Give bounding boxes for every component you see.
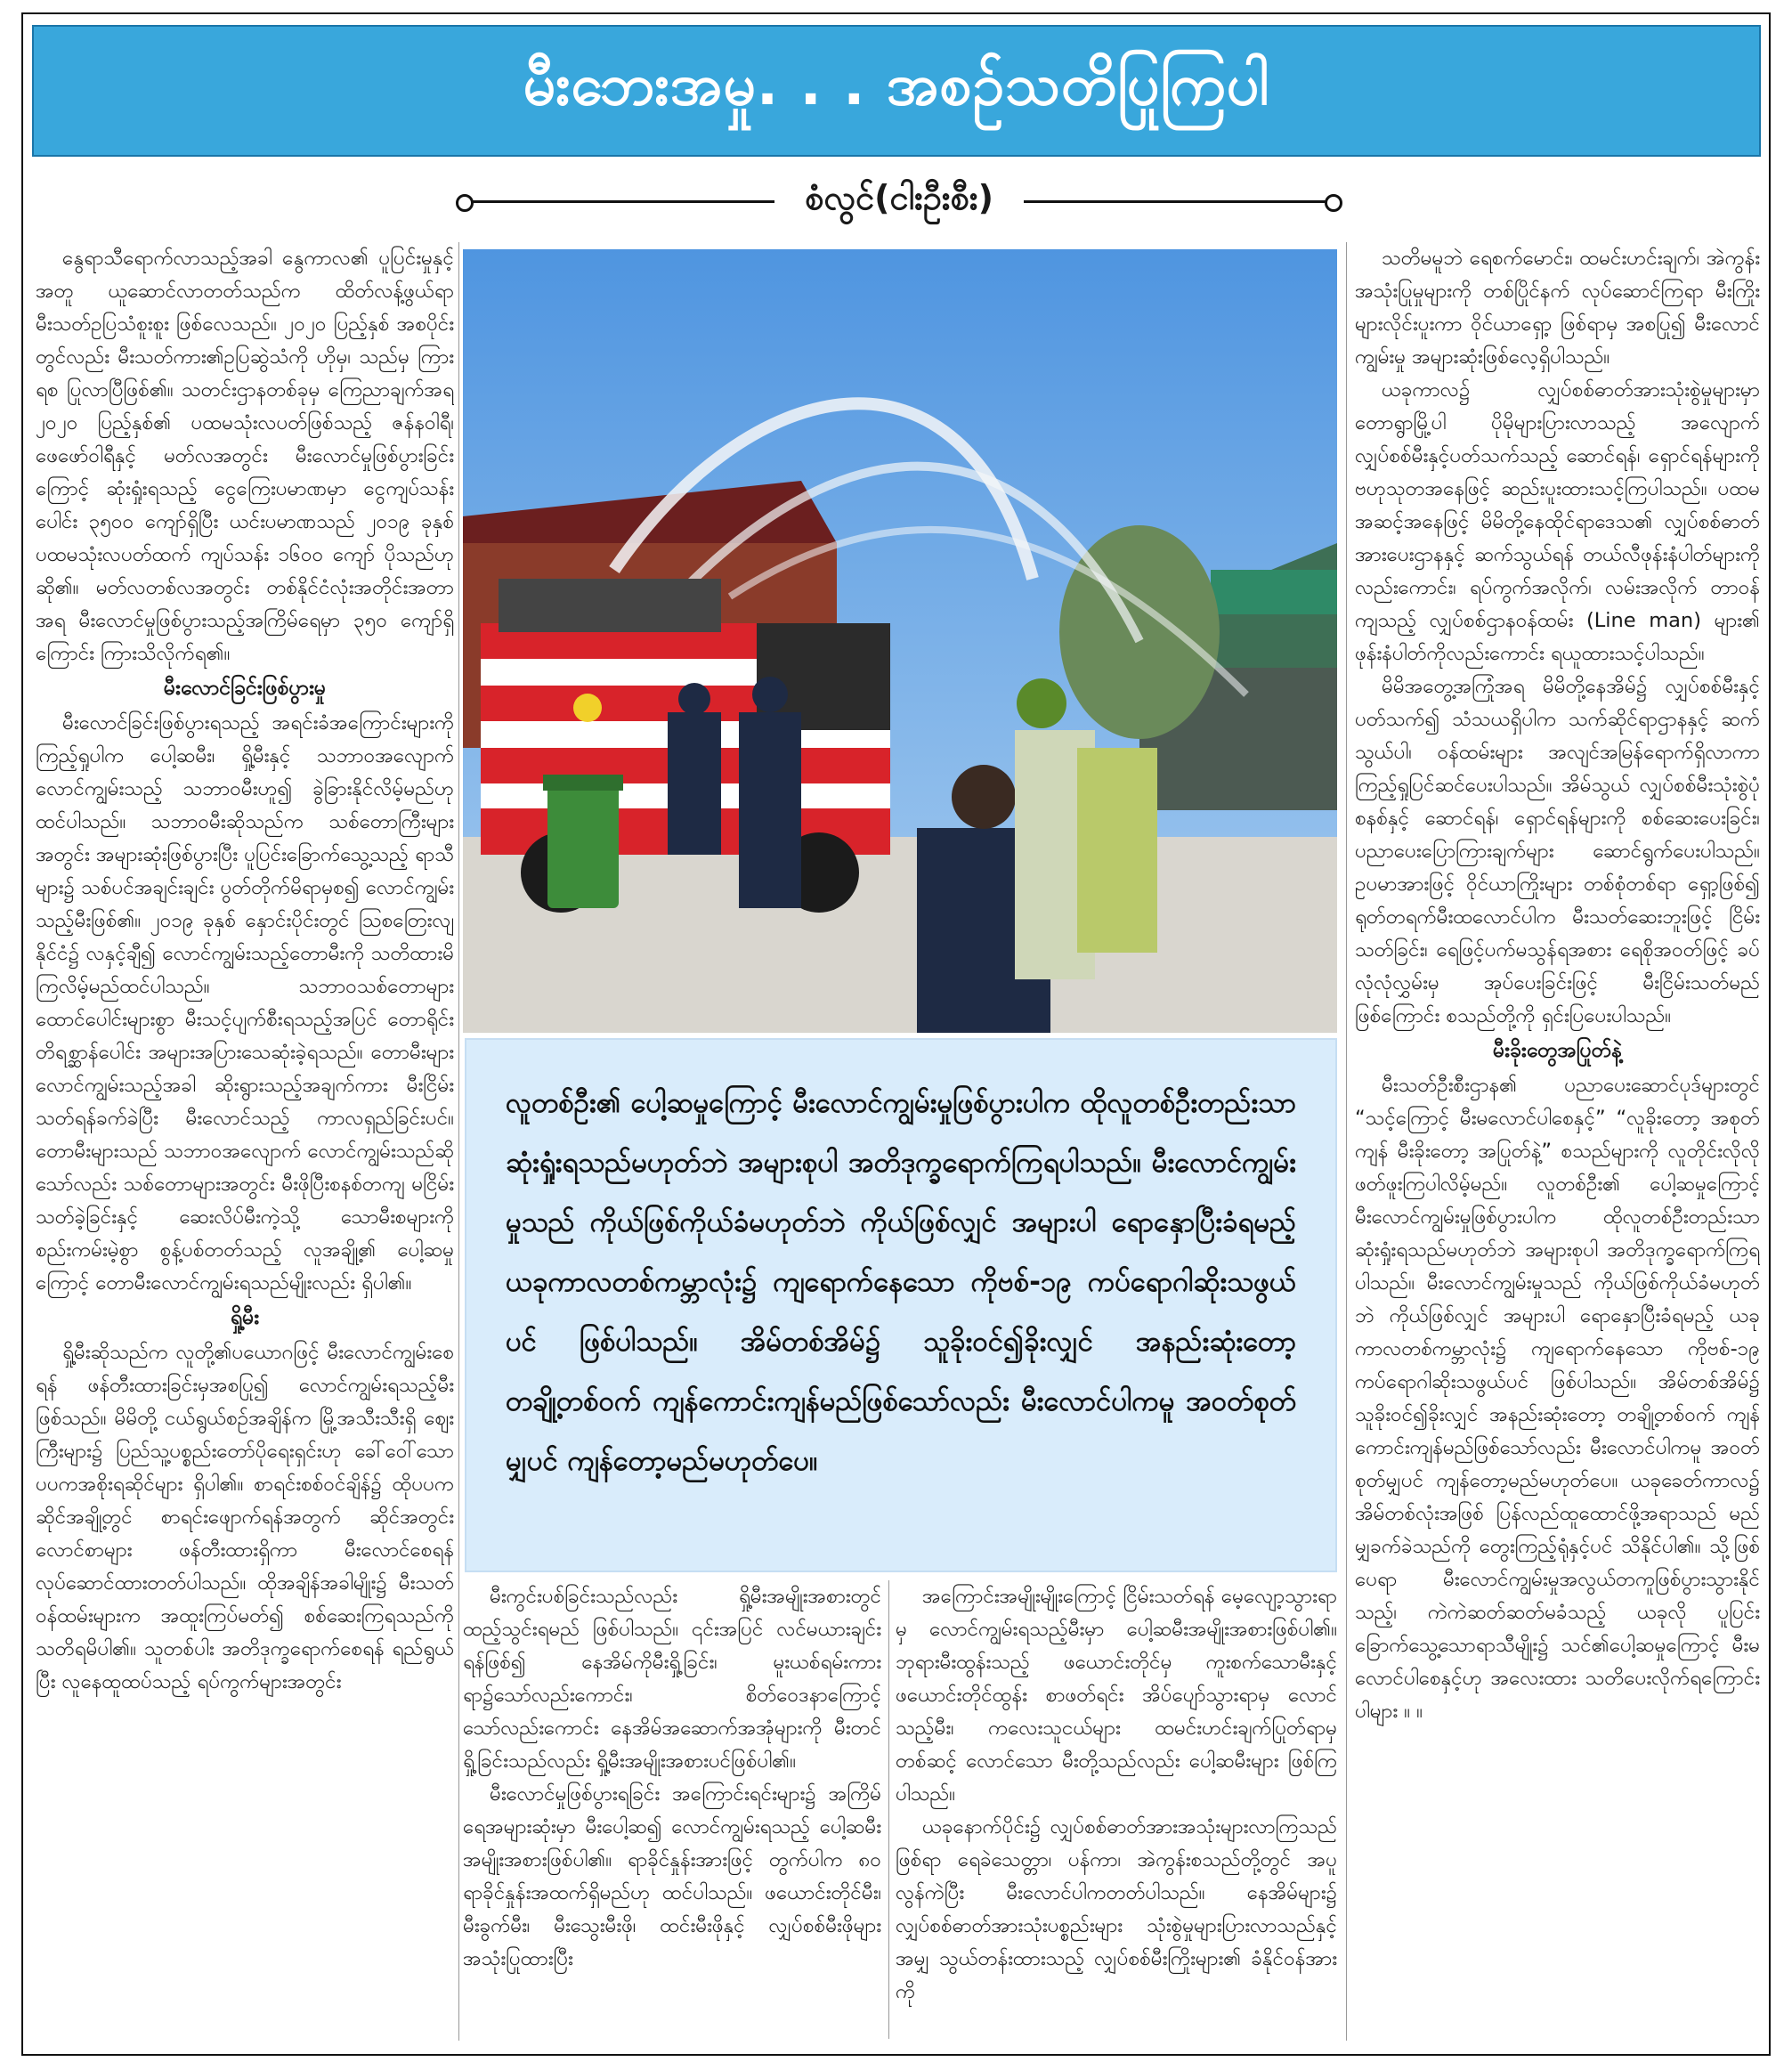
paragraph: မီးသတ်ဦးစီးဌာန၏ ပညာပေးဆောင်ပုဒ်များတွင် “သင့်ကြောင့် မီးမလောင်ပါစေနှင့်” “လူခိုးတော့ အစုတ်ကျန် မီးခိုးတော့ အပြုတ်နဲ့” စသည်များကို လူတိုင်းလိုလို ဖတ်ဖူးကြပါလိမ့်မည်။ လူတစ်ဦး၏ ပေါ့ဆမှုကြောင့် မီးလောင်ကျွမ်းမှုဖြစ်ပွားပါက ထိုလူတစ်ဦးတည်းသာ ဆုံးရှုံးရသည်မဟုတ်ဘဲ အများစုပါ အတိဒုက္ခရောက်ကြရပါသည်။ မီးလောင်ကျွမ်းမှုသည် ကိုယ်ဖြစ်ကိုယ်ခံမဟုတ်ဘဲ ကိုယ်ဖြစ်လျှင် အများပါ ရောနှောပြီးခံရမည့် ယခုကာလတစ်ကမ္ဘာလုံး၌ ကျရောက်နေသော ကိုဗစ်-၁၉ ကပ်ရောဂါဆိုးသဖွယ်ပင် ဖြစ်ပါသည်။ အိမ်တစ်အိမ်၌ သူခိုးဝင်၍ခိုးလျှင် အနည်းဆုံးတော့ တချို့တစ်ဝက် ကျန်ကောင်းကျန်မည်ဖြစ်သော်လည်း မီးလောင်ပါကမူ အဝတ်စုတ်မျှပင် ကျန်တော့မည်မဟုတ်ပေ။ ယခုခေတ်ကာလ၌ အိမ်တစ်လုံးအဖြစ် ပြန်လည်ထူထောင်ဖို့အရာသည် မည်မျှခက်ခဲသည်ကို တွေးကြည့်ရုံနှင့်ပင် သိနိုင်ပါ၏။ သို့ဖြစ်ပေရာ မီးလောင်ကျွမ်းမှုအလွယ်တကူဖြစ်ပွားသွားနိုင်သည့်၊ ကဲကဲဆတ်ဆတ်မခံသည့် ယခုလို ပူပြင်းခြောက်သွေ့သောရာသီမျိုး၌ သင်၏ပေါ့ဆမှုကြောင့် မီးမလောင်ပါစေနှင့်ဟု အလေးထား သတိပေးလိုက်ရကြောင်းပါများ ။ ။ (1355, 1074, 1760, 1723)
byline-rule-right (1024, 200, 1335, 203)
column-3 (896, 1580, 1337, 2025)
paragraph: ရှို့မီးဆိုသည်က လူတို့၏ပယောဂဖြင့် မီးလောင်ကျွမ်းစေရန် ဖန်တီးထားခြင်းမှအစပြု၍ လောင်ကျွမ်းရသည့်မီးဖြစ်သည်။ မိမိတို့ ငယ်ရွယ်စဉ်အချိန်က မြို့အသီးသီးရှိ ဈေးကြီးများ၌ ပြည်သူ့ပစ္စည်းတော်ပိုရေးရှင်းဟု ခေါ်ဝေါ်သော ပပကအစိုးရဆိုင်များ ရှိပါ၏။ စာရင်းစစ်ဝင်ချိန်၌ ထိုပပကဆိုင်အချို့တွင် စာရင်းဖျောက်ရန်အတွက် ဆိုင်အတွင်း လောင်စာများ ဖန်တီးထားရှိကာ မီးလောင်စေရန် လုပ်ဆောင်ထားတတ်ပါသည်။ ထိုအချိန်အခါမျိုး၌ မီးသတ်ဝန်ထမ်းများက အထူးကြပ်မတ်၍ စစ်ဆေးကြရသည်ကို သတိရမိပါ၏။ သူတစ်ပါး အတိဒုက္ခရောက်စေရန် ရည်ရွယ်ပြီး လူနေထူထပ်သည့် ရပ်ကွက်များအတွင်း (36, 1341, 454, 1693)
subheading: မီးခိုးတွေအပြုတ်နဲ့ (1492, 1039, 1623, 1062)
article-title: မီးဘေးအမှု. . . အစဉ်သတိပြုကြပါ (523, 53, 1270, 118)
paragraph: နွေရာသီရောက်လာသည့်အခါ နွေကာလ၏ ပူပြင်းမှုနှင့်အတူ ယူဆောင်လာတတ်သည်က ထိတ်လန့်ဖွယ်ရာ မီးသတ်ဥပြသံစူးစူး ဖြစ်လေသည်။ ၂၀၂၀ ပြည့်နှစ် အစပိုင်းတွင်လည်း မီးသတ်ကား၏ဥပြဆွဲသံကို ဟိုမှ၊ သည်မှ ကြားရစ ပြုလာပြီဖြစ်၏။ သတင်းဌာနတစ်ခုမှ ကြေညာချက်အရ ၂၀၂၀ ပြည့်နှစ်၏ ပထမသုံးလပတ်ဖြစ်သည့် ဇန်နဝါရီ၊ ဖေဖော်ဝါရီနှင့် မတ်လအတွင်း မီးလောင်မှုဖြစ်ပွားခြင်းကြောင့် ဆုံးရှုံးရသည့် ငွေကြေးပမာဏမှာ ငွေကျပ်သန်းပေါင်း ၃၅၀၀ ကျော်ရှိပြီး ယင်းပမာဏသည် ၂၀၁၉ ခုနှစ် ပထမသုံးလပတ်ထက် ကျပ်သန်း ၁၆၀၀ ကျော် ပိုသည်ဟု ဆို၏။ မတ်လတစ်လအတွင်း တစ်နိုင်ငံလုံးအတိုင်းအတာအရ မီးလောင်မှုဖြစ်ပွားသည့်အကြိမ်ရေမှာ ၃၅၀ ကျော်ရှိကြောင်း ကြားသိလိုက်ရ၏။ (36, 247, 454, 665)
byline: စံလွင်(ငါးဦးစီး) (805, 178, 993, 217)
paragraph: မီးကွင်းပစ်ခြင်းသည်လည်း ရှို့မီးအမျိုးအစားတွင် ထည့်သွင်းရမည် ဖြစ်ပါသည်။ ၎င်းအပြင် လင်မယားချင်းရန်ဖြစ်၍ နေအိမ်ကိုမီးရှို့ခြင်း၊ မူးယစ်ရမ်းကားရာ၌သော်လည်းကောင်း၊ စိတ်ဝေဒနာကြောင့်သော်လည်းကောင်း နေအိမ်အဆောက်အအုံများကို မီးတင်ရှို့ခြင်းသည်လည်း ရှို့မီးအမျိုးအစားပင်ဖြစ်ပါ၏။ (463, 1585, 881, 1773)
subheading: မီးလောင်ခြင်းဖြစ်ပွားမှု (163, 677, 327, 700)
paragraph: မီးလောင်ခြင်းဖြစ်ပွားရသည့် အရင်းခံအကြောင်းများကို ကြည့်ရှုပါက ပေါ့ဆမီး၊ ရှို့မီးနှင့် သဘာဝအလျောက် လောင်ကျွမ်းသည့် သဘာဝမီးဟူ၍ ခွဲခြားနိုင်လိမ့်မည်ဟု ထင်ပါသည်။ သဘာဝမီးဆိုသည်က သစ်တောကြီးများအတွင်း အများဆုံးဖြစ်ပွားပြီး ပူပြင်းခြောက်သွေ့သည့် ရာသီများ၌ သစ်ပင်အချင်းချင်း ပွတ်တိုက်မိရာမှစ၍ လောင်ကျွမ်းသည့်မီးဖြစ်၏။ ၂၀၁၉ ခုနှစ် နှောင်းပိုင်းတွင် ဩစတြေးလျနိုင်ငံ၌ လနှင့်ချီ၍ လောင်ကျွမ်းသည့်တောမီးကို သတိထားမိကြလိမ့်မည်ထင်ပါသည်။ သဘာဝသစ်တောများ ထောင်ပေါင်းများစွာ မီးသင့်ပျက်စီးရသည့်အပြင် တောရိုင်းတိရစ္ဆာန်ပေါင်း အများအပြားသေဆုံးခဲ့ရသည်။ တောမီးများ လောင်ကျွမ်းသည့်အခါ ဆိုးရွားသည့်အချက်ကား မီးငြိမ်းသတ်ရန်ခက်ခဲပြီး မီးလောင်သည့် ကာလရှည်ခြင်းပင်။ တောမီးများသည် သဘာဝအလျောက် လောင်ကျွမ်းသည်ဆိုသော်လည်း သစ်တောများအတွင်း မီးဖိုပြီးစနစ်တကျ မငြိမ်းသတ်ခဲ့ခြင်းနှင့် ဆေးလိပ်မီးကဲ့သို့ သောမီးစများကို စည်းကမ်းမဲ့စွာ စွန့်ပစ်တတ်သည့် လူအချို့၏ ပေါ့ဆမှုကြောင့် တောမီးလောင်ကျွမ်းရသည်မျိုးလည်း ရှိပါ၏။ (36, 711, 454, 1295)
rule-dot-icon (456, 194, 474, 212)
paragraph: အကြောင်းအမျိုးမျိုးကြောင့် ငြိမ်းသတ်ရန် မေ့လျော့သွားရာမှ လောင်ကျွမ်းရသည့်မီးမှာ ပေါ့ဆမီးအမျိုးအစားဖြစ်ပါ၏။ ဘုရားမီးထွန်းသည့် ဖယောင်းတိုင်မှ ကူးစက်သောမီးနှင့် ဖယောင်းတိုင်ထွန်း စာဖတ်ရင်း အိပ်ပျော်သွားရာမှ လောင်သည့်မီး၊ ကလေးသူငယ်များ ထမင်းဟင်းချက်ပြုတ်ရာမှတစ်ဆင့် လောင်သော မီးတို့သည်လည်း ပေါ့ဆမီးများ ဖြစ်ကြပါသည်။ (896, 1585, 1337, 1806)
column-divider (458, 242, 459, 2041)
paragraph: သတိမမူဘဲ ရေစက်မောင်း၊ ထမင်းဟင်းချက်၊ အဲကွန်းအသုံးပြုမှုများကို တစ်ပြိုင်နက် လုပ်ဆောင်ကြရာ မီးကြိုးများလိုင်းပူးကာ ဝိုင်ယာရှော့ ဖြစ်ရာမှ အစပြု၍ မီးလောင်ကျွမ်းမှု အများဆုံးဖြစ်လေ့ရှိပါသည်။ (1355, 247, 1760, 369)
paragraph: မီးလောင်မှုဖြစ်ပွားရခြင်း အကြောင်းရင်းများ၌ အကြိမ်ရေအများဆုံးမှာ မီးပေါ့ဆ၍ လောင်ကျွမ်းရသည့် ပေါ့ဆမီးအမျိုးအစားဖြစ်ပါ၏။ ရာခိုင်နှုန်းအားဖြင့် တွက်ပါက ၈၀ ရာခိုင်နှုန်းအထက်ရှိမည်ဟု ထင်ပါသည်။ ဖယောင်းတိုင်မီး၊ မီးခွက်မီး၊ မီးသွေးမီးဖို၊ ထင်းမီးဖိုနှင့် လျှပ်စစ်မီးဖိုများ အသုံးပြုထားပြီး (463, 1782, 881, 1970)
pull-quote (465, 1038, 1337, 1572)
paragraph: မိမိအတွေ့အကြုံအရ မိမိတို့နေအိမ်၌ လျှပ်စစ်မီးနှင့်ပတ်သက်၍ သံသယရှိပါက သက်ဆိုင်ရာဌာနနှင့် ဆက်သွယ်ပါ၊ ဝန်ထမ်းများ အလျင်အမြန်ရောက်ရှိလာကာ ကြည့်ရှုပြင်ဆင်ပေးပါသည်။ အိမ်သွယ် လျှပ်စစ်မီးသုံးစွဲပုံစနစ်နှင့် ဆောင်ရန်၊ ရှောင်ရန်များကို စစ်ဆေးပေးခြင်း၊ ပညာပေးပြောကြားချက်များ ဆောင်ရွက်ပေးပါသည်။ ဥပမာအားဖြင့် ဝိုင်ယာကြိုးများ တစ်စုံတစ်ရာ ရှော့ဖြစ်၍ ရုတ်တရက်မီးထလောင်ပါက မီးသတ်ဆေးဘူးဖြင့် ငြိမ်းသတ်ခြင်း၊ ရေဖြင့်ပက်မသွန်ရအစား ရေစိုအဝတ်ဖြင့် ခပ်လုံလုံလွှမ်းမှ အုပ်ပေးခြင်းဖြင့် မီးငြိမ်းသတ်မည်ဖြစ်ကြောင်း စသည်တို့ကို ရှင်းပြပေးပါသည်။ (1355, 675, 1760, 1027)
byline-row (463, 167, 1335, 235)
rule-dot-icon (1325, 194, 1342, 212)
pull-quote-text: လူတစ်ဦး၏ ပေါ့ဆမှုကြောင့် မီးလောင်ကျွမ်းမှုဖြစ်ပွားပါက ထိုလူတစ်ဦးတည်းသာ ဆုံးရှုံးရသည်မဟုတ်ဘဲ အများစုပါ အတိဒုက္ခရောက်ကြရပါသည်။ မီးလောင်ကျွမ်းမှုသည် ကိုယ်ဖြစ်ကိုယ်ခံမဟုတ်ဘဲ ကိုယ်ဖြစ်လျှင် အများပါ ရောနှောပြီးခံရမည့် ယခုကာလတစ်ကမ္ဘာလုံး၌ ကျရောက်နေသော ကိုဗစ်-၁၉ ကပ်ရောဂါဆိုးသဖွယ်ပင် ဖြစ်ပါသည်။ အိမ်တစ်အိမ်၌ သူခိုးဝင်၍ခိုးလျှင် အနည်းဆုံးတော့ တချို့တစ်ဝက် ကျန်ကောင်းကျန်မည်ဖြစ်သော်လည်း မီးလောင်ပါကမူ အဝတ်စုတ်မျှပင် ကျန်တော့မည်မဟုတ်ပေ။ (506, 1087, 1296, 1477)
byline-rule-left (463, 200, 774, 203)
column-divider (888, 1580, 889, 2039)
column-2 (463, 1580, 881, 2025)
paragraph: ယခုကာလ၌ လျှပ်စစ်ဓာတ်အားသုံးစွဲမှုများမှာ တောရွာမြို့ပါ ပိုမိုများပြားလာသည့် အလျောက် လျှပ်စစ်မီးနှင့်ပတ်သက်သည့် ဆောင်ရန်၊ ရှောင်ရန်များကို ဗဟုသုတအနေဖြင့် ဆည်းပူးထားသင့်ကြပါသည်။ ပထမအဆင့်အနေဖြင့် မိမိတို့နေထိုင်ရာဒေသ၏ လျှပ်စစ်ဓာတ်အားပေးဌာနနှင့် ဆက်သွယ်ရန် တယ်လီဖုန်းနံပါတ်များကိုလည်းကောင်း၊ ရပ်ကွက်အလိုက်၊ လမ်းအလိုက် တာဝန်ကျသည့် လျှပ်စစ်ဌာနဝန်ထမ်း (Line man) များ၏ ဖုန်းနံပါတ်ကိုလည်းကောင်း ရယူထားသင့်ပါသည်။ (1355, 378, 1760, 665)
fire-truck-photo (463, 249, 1337, 1033)
column-1 (36, 242, 454, 2023)
column-4 (1355, 242, 1760, 2023)
paragraph: ယခုနောက်ပိုင်း၌ လျှပ်စစ်ဓာတ်အားအသုံးများလာကြသည်ဖြစ်ရာ ရေခဲသေတ္တာ၊ ပန်ကာ၊ အဲကွန်းစသည်တို့တွင် အပူလွန်ကဲပြီး မီးလောင်ပါကတတ်ပါသည်။ နေအိမ်များ၌ လျှပ်စစ်ဓာတ်အားသုံးပစ္စည်းများ သုံးစွဲမှုများပြားလာသည်နှင့်အမျှ သွယ်တန်းထားသည့် လျှပ်စစ်မီးကြိုးများ၏ ခံနိုင်ဝန်အားကို (896, 1815, 1337, 2003)
subheading: ရှို့မီး (230, 1306, 260, 1329)
column-divider (1346, 242, 1347, 2041)
title-banner (32, 25, 1761, 157)
